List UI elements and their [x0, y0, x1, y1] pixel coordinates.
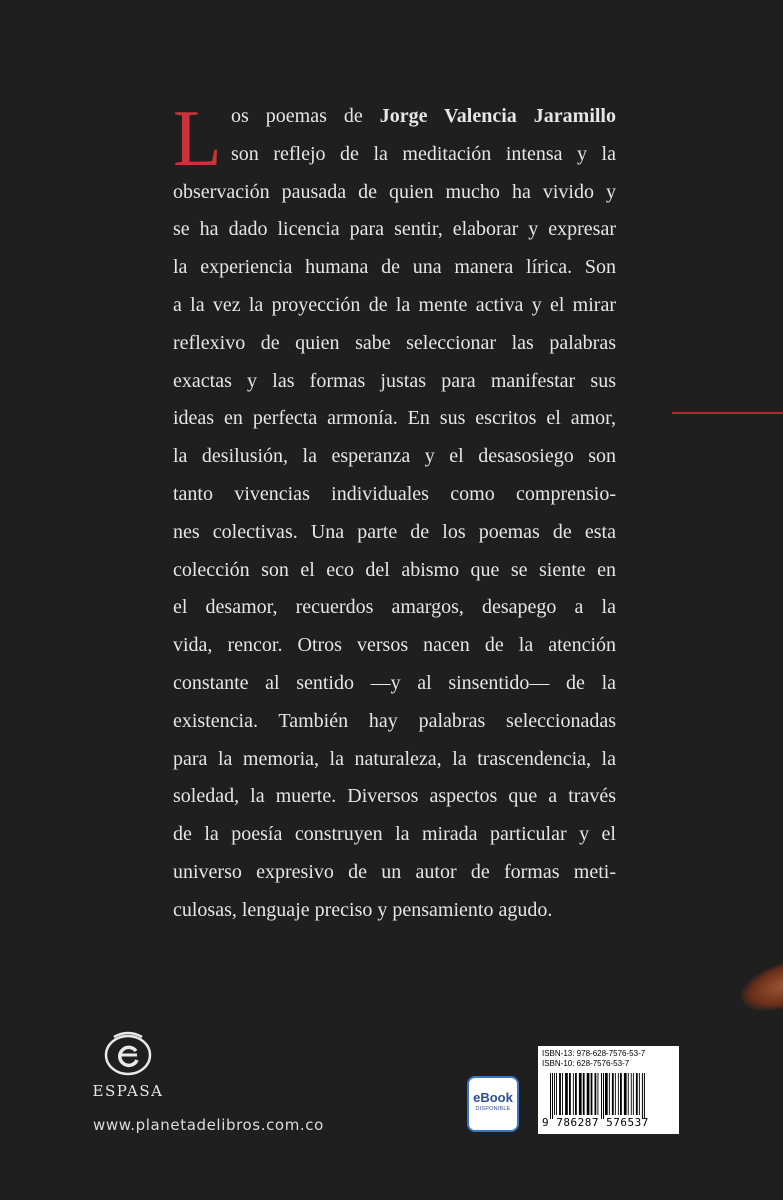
drop-cap: L	[173, 95, 222, 183]
blurb-line: existencia. También hay palabras seleccionadas	[173, 709, 616, 732]
blurb-line: para la memoria, la naturaleza, la trascendencia, la	[173, 747, 616, 770]
blurb-line: son reflejo de la meditación intensa y la	[231, 142, 616, 165]
ebook-label: eBook	[473, 1090, 513, 1105]
blurb-line: ideas en perfecta armonía. En sus escritos el amor,	[173, 407, 616, 430]
blurb-line-start: os poemas de	[231, 105, 380, 127]
isbn-13: ISBN-13: 978-628-7576-53-7	[542, 1049, 646, 1058]
blurb-line: tanto vivencias individuales como comprensio-	[173, 482, 616, 505]
decorative-object	[735, 954, 783, 1021]
blurb-line: soledad, la muerte. Diversos aspectos que a través	[173, 785, 616, 808]
blurb-line: la desilusión, la esperanza y el desasosiego son	[173, 445, 616, 468]
blurb-line: observación pausada de quien mucho ha vivido y	[173, 180, 616, 203]
blurb-line: exactas y las formas justas para manifestar sus	[173, 369, 616, 392]
blurb-line: se ha dado licencia para sentir, elaborar y expresar	[173, 218, 616, 241]
red-divider-line	[672, 412, 783, 414]
isbn-10: ISBN-10: 628-7576-53-7	[542, 1059, 630, 1068]
ebook-sublabel: DISPONIBLE	[475, 1106, 511, 1112]
espasa-logo	[90, 1030, 166, 1100]
blurb-line: colección son el eco del abismo que se siente en	[173, 558, 616, 581]
espasa-e-logo-icon	[102, 1030, 154, 1078]
ebook-badge	[467, 1076, 519, 1132]
blurb-line: universo expresivo de un autor de formas meti-	[173, 860, 616, 883]
blurb-line: el desamor, recuerdos amargos, desapego a la	[173, 596, 616, 619]
barcode-icon	[542, 1073, 675, 1119]
publisher-url: www.planetadelibros.com.co	[93, 1116, 324, 1134]
publisher-logo-text: ESPASA	[92, 1082, 164, 1100]
blurb-line: culosas, lenguaje preciso y pensamiento agudo.	[173, 898, 553, 921]
blurb-line	[173, 98, 616, 136]
blurb-line: nes colectivas. Una parte de los poemas de esta	[173, 520, 616, 543]
barcode-digits: 9 786287 576537	[542, 1116, 649, 1129]
blurb-line: la experiencia humana de una manera lírica. Son	[173, 256, 616, 279]
isbn-barcode-box	[538, 1046, 679, 1134]
back-cover-blurb	[173, 95, 616, 930]
blurb-line: a la vez la proyección de la mente activa y el mirar	[173, 293, 616, 316]
blurb-line: reflexivo de quien sabe seleccionar las palabras	[173, 331, 616, 354]
blurb-line: vida, rencor. Otros versos nacen de la atención	[173, 634, 616, 657]
author-name: Jorge Valencia Jaramillo	[379, 105, 616, 127]
blurb-line: de la poesía construyen la mirada particular y el	[173, 823, 616, 846]
blurb-line: constante al sentido —y al sinsentido— de la	[173, 671, 616, 694]
